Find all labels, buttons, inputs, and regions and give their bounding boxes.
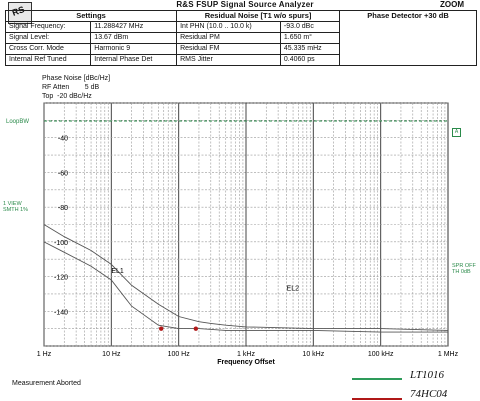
rf-atten-label: RF Atten 5 dB <box>42 84 100 91</box>
loop-bw-label: LoopBW <box>6 119 30 125</box>
settings-value: Internal Phase Det <box>91 55 177 66</box>
residual-header: Residual Noise [T1 w/o spurs] <box>177 11 340 22</box>
top-ref-label: Top -20 dBc/Hz <box>42 93 92 100</box>
settings-value: 11.288427 MHz <box>91 22 177 33</box>
legend-label-lt1016: LT1016 <box>410 369 445 381</box>
y-tick-label: -140 <box>53 309 68 317</box>
y-tick-label: -60 <box>57 170 68 178</box>
legend-swatch-lt1016 <box>352 378 402 380</box>
residual-label: Int PHN (10.0 .. 10.0 k) <box>177 22 281 33</box>
zoom-label: ZOOM <box>440 0 464 9</box>
grid-lines <box>44 103 448 346</box>
settings-header: Settings <box>6 11 177 22</box>
x-tick-label: 10 Hz <box>102 351 121 358</box>
trace-marker <box>159 326 163 330</box>
settings-value: 13.67 dBm <box>91 33 177 44</box>
x-tick-label: 1 MHz <box>437 351 459 358</box>
rs-logo: RS <box>8 2 32 24</box>
residual-value: -93.0 dBc <box>280 22 339 33</box>
x-axis-label: Frequency Offset <box>217 359 275 366</box>
trace-annotation: EL1 <box>111 268 124 276</box>
settings-value: Harmonic 9 <box>91 44 177 55</box>
residual-value: 0.4060 ps <box>280 55 339 66</box>
residual-value: 45.335 mHz <box>280 44 339 55</box>
view-smooth-label: 1 VIEW SMTH 1% <box>3 201 29 213</box>
y-tick-label: -80 <box>57 205 68 213</box>
x-tick-label: 100 kHz <box>367 351 394 358</box>
y-tick-label: -40 <box>57 135 68 143</box>
residual-label: Residual FM <box>177 44 281 55</box>
marker-a-box: A <box>452 128 461 137</box>
window-title: R&S FSUP Signal Source Analyzer <box>176 0 314 9</box>
trace-annotations <box>111 268 299 292</box>
phase-detector-header: Phase Detector +30 dB <box>340 11 477 66</box>
trace-marker <box>194 326 198 330</box>
status-text: Measurement Aborted <box>12 380 81 387</box>
residual-value: 1.650 m° <box>280 33 339 44</box>
spur-threshold-label: SPR OFF TH 0dB <box>452 263 476 275</box>
x-tick-label: 1 kHz <box>237 351 255 358</box>
residual-label: RMS Jitter <box>177 55 281 66</box>
x-tick-label: 100 Hz <box>167 351 190 358</box>
legend-swatch-74hc04 <box>352 398 402 400</box>
x-tick-label: 10 kHz <box>302 351 325 358</box>
legend-label-74hc04: 74HC04 <box>410 388 448 400</box>
y-tick-label: -120 <box>53 274 68 282</box>
settings-label: Cross Corr. Mode <box>6 44 91 55</box>
phase-noise-unit-label: Phase Noise [dBc/Hz] <box>42 75 111 82</box>
settings-label: Internal Ref Tuned <box>6 55 91 66</box>
tick-labels <box>37 136 459 358</box>
x-tick-label: 1 Hz <box>36 351 52 358</box>
y-tick-label: -100 <box>53 239 68 247</box>
trace-annotation: EL2 <box>286 285 300 293</box>
settings-label: Signal Level: <box>6 33 91 44</box>
settings-label: Signal Frequency: <box>6 22 91 33</box>
residual-label: Residual PM <box>177 33 281 44</box>
